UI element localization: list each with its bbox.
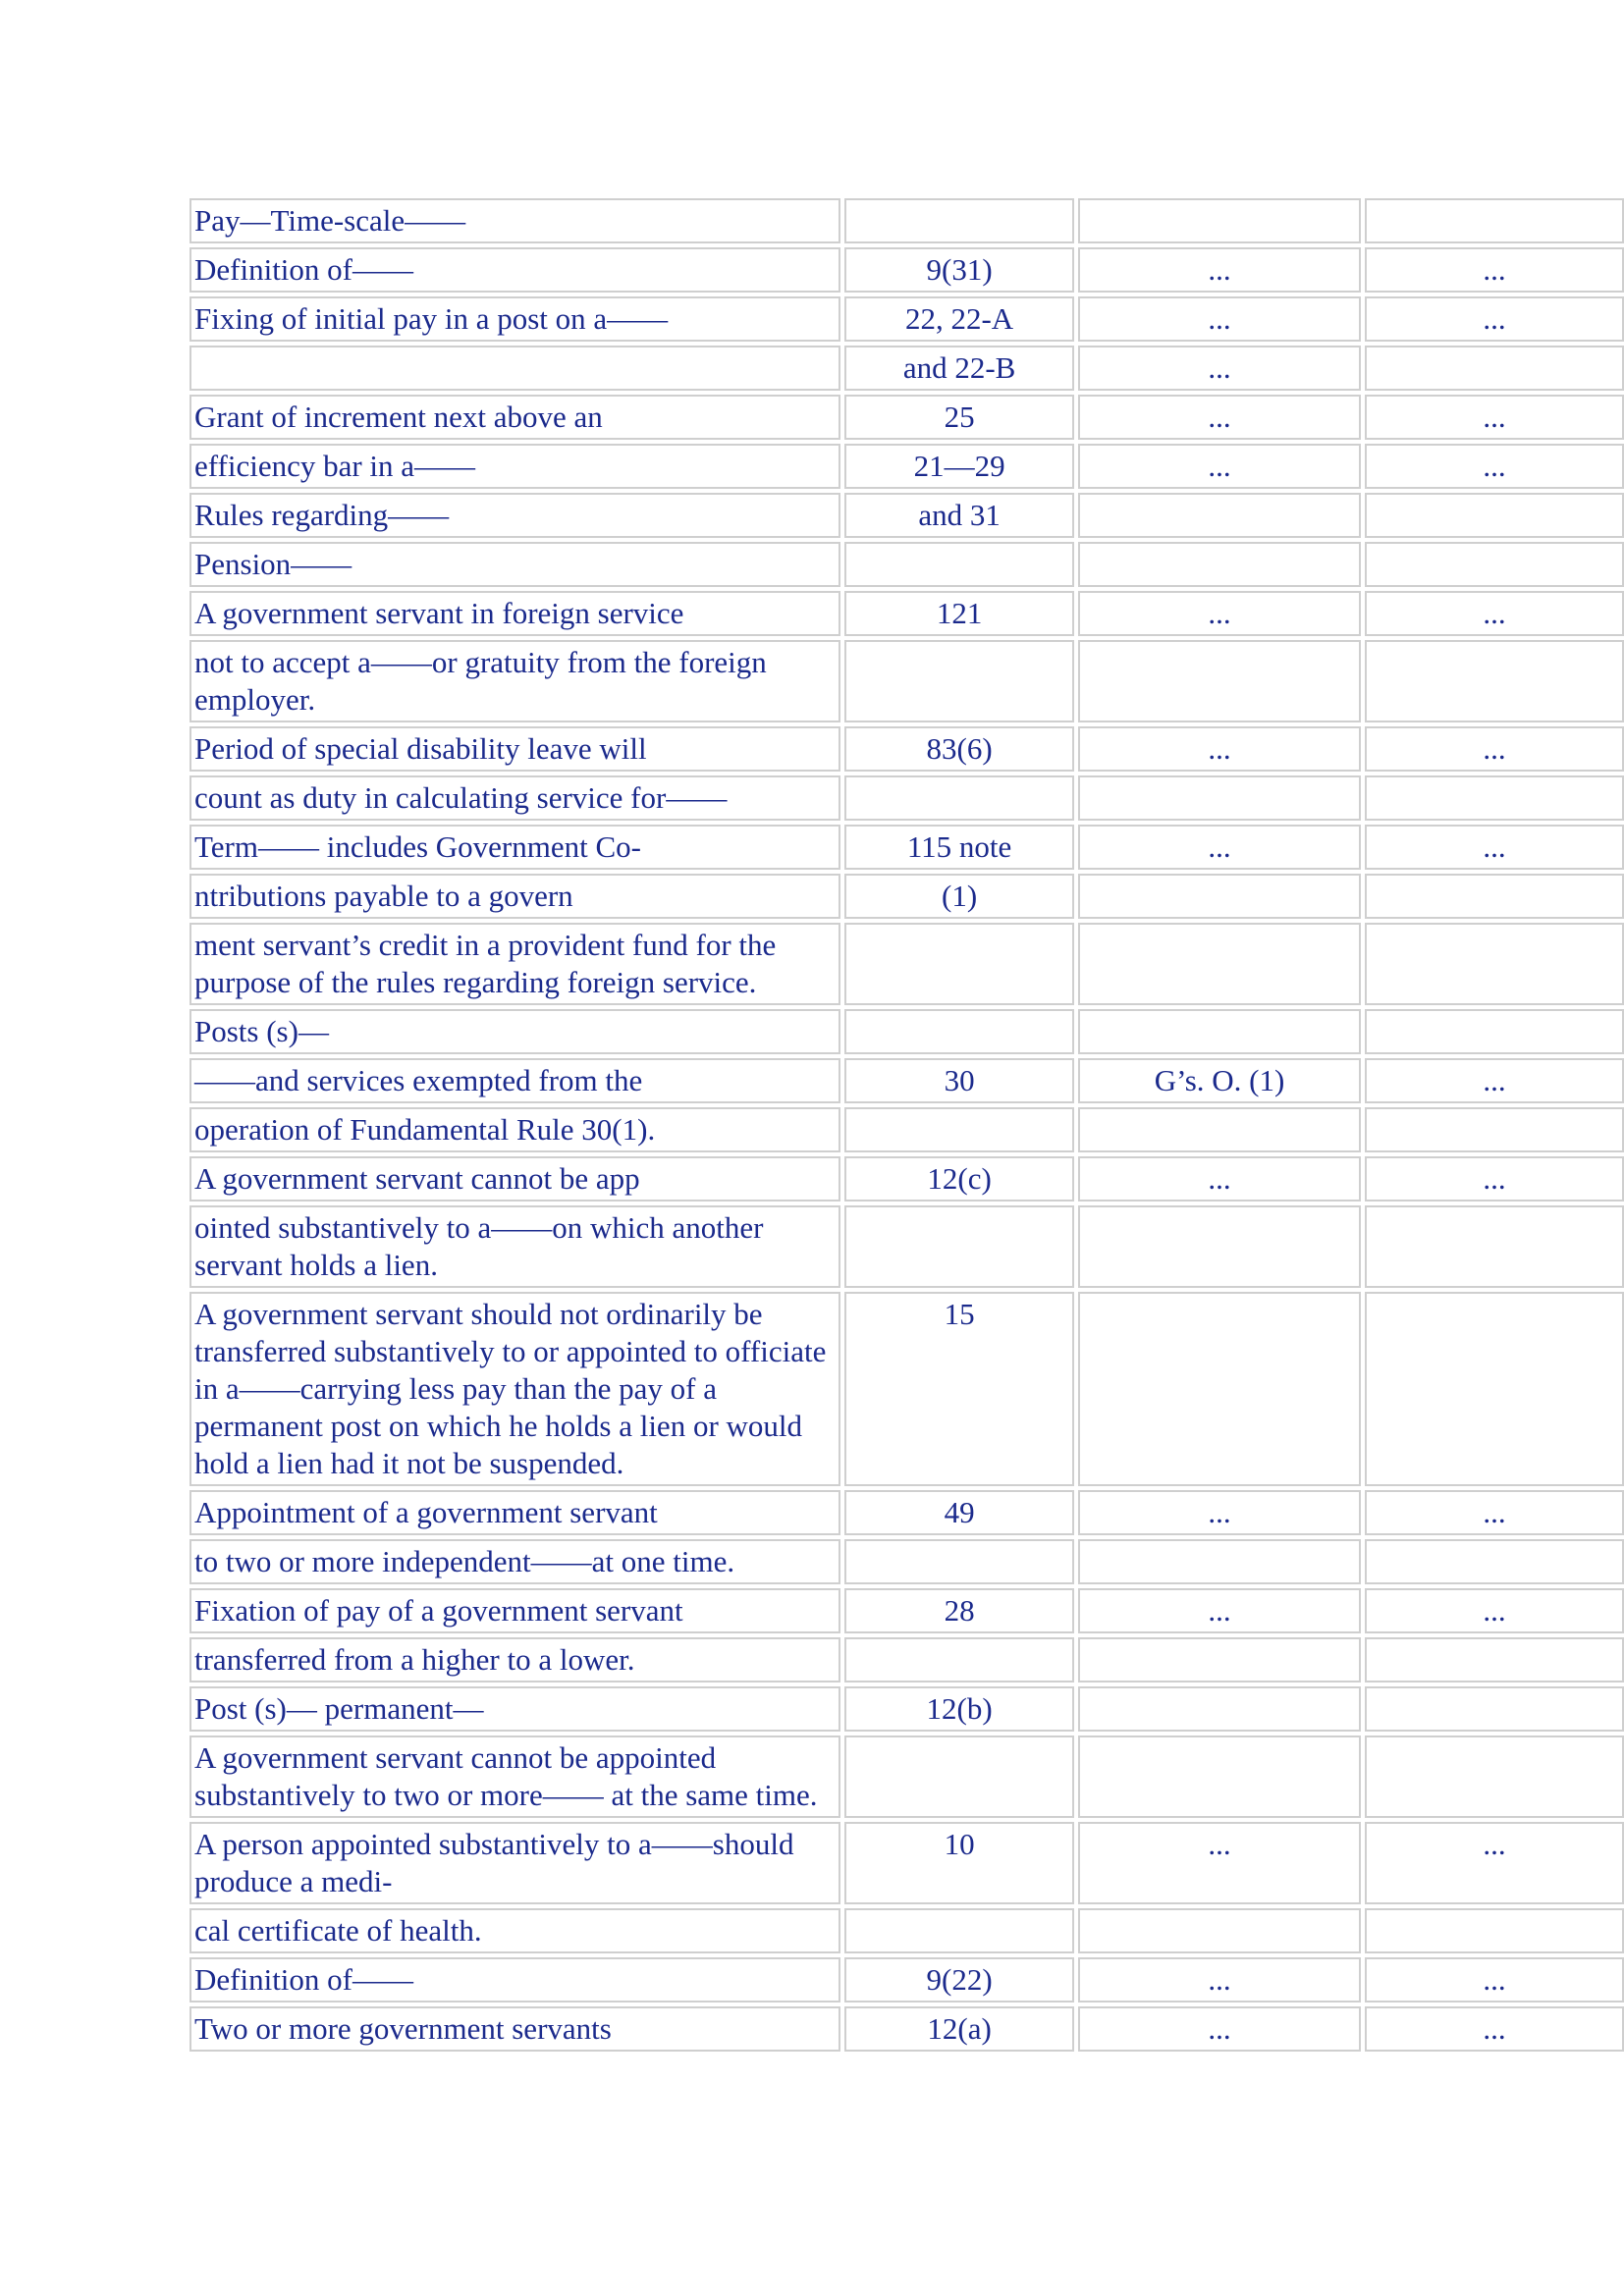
- entry-rule-number: 25: [844, 395, 1074, 440]
- entry-description: ointed substantively to a——on which another servant holds a lien.: [189, 1205, 840, 1288]
- entry-rule-number: 12(b): [844, 1686, 1074, 1732]
- table-row: [189, 775, 1624, 821]
- entry-extra: ...: [1365, 1957, 1624, 2002]
- entry-reference: ...: [1078, 1822, 1361, 1904]
- entry-description: Pay—Time-scale——: [189, 198, 840, 243]
- entry-extra: [1365, 1539, 1624, 1584]
- entry-rule-number: [844, 1908, 1074, 1953]
- entry-extra: [1365, 1107, 1624, 1152]
- entry-reference: ...: [1078, 1490, 1361, 1535]
- entry-reference: [1078, 1539, 1361, 1584]
- table-row: [189, 1205, 1624, 1288]
- entry-reference: [1078, 1205, 1361, 1288]
- table-row: [189, 296, 1624, 342]
- table-row: [189, 1908, 1624, 1953]
- table-row: [189, 1009, 1624, 1054]
- entry-extra: ...: [1365, 296, 1624, 342]
- entry-rule-number: 30: [844, 1058, 1074, 1103]
- entry-reference: ...: [1078, 444, 1361, 489]
- entry-extra: ...: [1365, 247, 1624, 293]
- entry-rule-number: 28: [844, 1588, 1074, 1633]
- entry-rule-number: 115 note: [844, 825, 1074, 870]
- entry-extra: [1365, 1205, 1624, 1288]
- entry-extra: ...: [1365, 1156, 1624, 1201]
- entry-extra: [1365, 874, 1624, 919]
- entry-rule-number: [844, 542, 1074, 587]
- entry-description: count as duty in calculating service for——: [189, 775, 840, 821]
- entry-description: Posts (s)—: [189, 1009, 840, 1054]
- entry-extra: [1365, 1292, 1624, 1486]
- entry-reference: [1078, 493, 1361, 538]
- entry-reference: [1078, 1637, 1361, 1682]
- entry-extra: [1365, 542, 1624, 587]
- entry-rule-number: [844, 1735, 1074, 1818]
- entry-description: ——and services exempted from the: [189, 1058, 840, 1103]
- entry-extra: [1365, 1686, 1624, 1732]
- entry-reference: [1078, 1735, 1361, 1818]
- entry-extra: [1365, 493, 1624, 538]
- entry-description: efficiency bar in a——: [189, 444, 840, 489]
- entry-description: to two or more independent——at one time.: [189, 1539, 840, 1584]
- entry-rule-number: 9(22): [844, 1957, 1074, 2002]
- entry-description: Rules regarding——: [189, 493, 840, 538]
- entry-description: Post (s)— permanent—: [189, 1686, 840, 1732]
- table-row: [189, 1058, 1624, 1103]
- entry-description: cal certificate of health.: [189, 1908, 840, 1953]
- entry-reference: ...: [1078, 247, 1361, 293]
- entry-extra: [1365, 1637, 1624, 1682]
- entry-extra: ...: [1365, 395, 1624, 440]
- table-row: [189, 2006, 1624, 2052]
- entry-rule-number: 83(6): [844, 726, 1074, 772]
- entry-description: Fixation of pay of a government servant: [189, 1588, 840, 1633]
- table-row: [189, 591, 1624, 636]
- entry-extra: ...: [1365, 1588, 1624, 1633]
- entry-reference: ...: [1078, 1957, 1361, 2002]
- index-table: [186, 194, 1624, 2056]
- entry-extra: [1365, 1009, 1624, 1054]
- table-row: [189, 247, 1624, 293]
- entry-description: Pension——: [189, 542, 840, 587]
- entry-extra: ...: [1365, 825, 1624, 870]
- table-row: [189, 346, 1624, 391]
- entry-extra: ...: [1365, 1058, 1624, 1103]
- entry-rule-number: [844, 640, 1074, 722]
- table-row: [189, 640, 1624, 722]
- entry-rule-number: 49: [844, 1490, 1074, 1535]
- table-row: [189, 1588, 1624, 1633]
- entry-rule-number: [844, 1205, 1074, 1288]
- entry-reference: [1078, 1686, 1361, 1732]
- entry-rule-number: 10: [844, 1822, 1074, 1904]
- entry-description: A person appointed substantively to a——should produce a medi-: [189, 1822, 840, 1904]
- entry-description: not to accept a——or gratuity from the foreign employer.: [189, 640, 840, 722]
- entry-reference: ...: [1078, 296, 1361, 342]
- entry-rule-number: and 22-B: [844, 346, 1074, 391]
- entry-extra: [1365, 346, 1624, 391]
- table-row: [189, 1156, 1624, 1201]
- table-row: [189, 198, 1624, 243]
- entry-description: Two or more government servants: [189, 2006, 840, 2052]
- entry-reference: [1078, 640, 1361, 722]
- entry-rule-number: 121: [844, 591, 1074, 636]
- entry-reference: [1078, 542, 1361, 587]
- entry-description: transferred from a higher to a lower.: [189, 1637, 840, 1682]
- table-row: [189, 493, 1624, 538]
- table-row: [189, 444, 1624, 489]
- entry-description: A government servant should not ordinarily be transferred substantively to or appointed to officiate in a——carrying less pay than the pay of a permanent post on which he holds a lien or would hold a lien had it not be suspended.: [189, 1292, 840, 1486]
- entry-rule-number: [844, 1539, 1074, 1584]
- table-row: [189, 1735, 1624, 1818]
- entry-reference: ...: [1078, 1588, 1361, 1633]
- entry-extra: [1365, 1908, 1624, 1953]
- entry-reference: G’s. O. (1): [1078, 1058, 1361, 1103]
- entry-reference: [1078, 775, 1361, 821]
- entry-rule-number: 22, 22-A: [844, 296, 1074, 342]
- entry-extra: [1365, 923, 1624, 1005]
- entry-extra: ...: [1365, 591, 1624, 636]
- entry-extra: [1365, 640, 1624, 722]
- entry-description: Grant of increment next above an: [189, 395, 840, 440]
- entry-description: ment servant’s credit in a provident fund for the purpose of the rules regarding foreign service.: [189, 923, 840, 1005]
- entry-description: operation of Fundamental Rule 30(1).: [189, 1107, 840, 1152]
- entry-reference: [1078, 1908, 1361, 1953]
- entry-reference: [1078, 198, 1361, 243]
- entry-extra: [1365, 198, 1624, 243]
- table-row: [189, 1822, 1624, 1904]
- entry-rule-number: [844, 1009, 1074, 1054]
- entry-reference: ...: [1078, 346, 1361, 391]
- table-row: [189, 874, 1624, 919]
- entry-rule-number: [844, 198, 1074, 243]
- entry-reference: ...: [1078, 2006, 1361, 2052]
- table-row: [189, 1107, 1624, 1152]
- entry-extra: ...: [1365, 444, 1624, 489]
- entry-rule-number: 12(c): [844, 1156, 1074, 1201]
- entry-rule-number: [844, 923, 1074, 1005]
- entry-rule-number: [844, 1637, 1074, 1682]
- entry-rule-number: [844, 775, 1074, 821]
- entry-description: Definition of——: [189, 1957, 840, 2002]
- entry-reference: [1078, 1292, 1361, 1486]
- entry-reference: ...: [1078, 1156, 1361, 1201]
- entry-rule-number: (1): [844, 874, 1074, 919]
- entry-reference: ...: [1078, 825, 1361, 870]
- entry-extra: ...: [1365, 726, 1624, 772]
- table-row: [189, 923, 1624, 1005]
- entry-extra: ...: [1365, 1822, 1624, 1904]
- entry-description: ntributions payable to a govern: [189, 874, 840, 919]
- entry-rule-number: 12(a): [844, 2006, 1074, 2052]
- entry-reference: [1078, 1107, 1361, 1152]
- entry-description: [189, 346, 840, 391]
- entry-extra: [1365, 775, 1624, 821]
- entry-description: Appointment of a government servant: [189, 1490, 840, 1535]
- entry-reference: ...: [1078, 591, 1361, 636]
- entry-rule-number: 21—29: [844, 444, 1074, 489]
- entry-rule-number: [844, 1107, 1074, 1152]
- table-row: [189, 1490, 1624, 1535]
- table-row: [189, 1539, 1624, 1584]
- entry-reference: [1078, 923, 1361, 1005]
- table-row: [189, 1292, 1624, 1486]
- entry-description: Term—— includes Government Co-: [189, 825, 840, 870]
- entry-reference: [1078, 874, 1361, 919]
- entry-description: A government servant cannot be appointed substantively to two or more—— at the same time.: [189, 1735, 840, 1818]
- entry-extra: ...: [1365, 2006, 1624, 2052]
- entry-reference: ...: [1078, 395, 1361, 440]
- table-row: [189, 825, 1624, 870]
- entry-reference: [1078, 1009, 1361, 1054]
- entry-description: Period of special disability leave will: [189, 726, 840, 772]
- entry-description: A government servant cannot be app: [189, 1156, 840, 1201]
- table-row: [189, 542, 1624, 587]
- table-row: [189, 1637, 1624, 1682]
- entry-reference: ...: [1078, 726, 1361, 772]
- index-table-body: [189, 198, 1624, 2052]
- table-row: [189, 395, 1624, 440]
- table-row: [189, 1686, 1624, 1732]
- entry-description: A government servant in foreign service: [189, 591, 840, 636]
- table-row: [189, 726, 1624, 772]
- entry-rule-number: 15: [844, 1292, 1074, 1486]
- entry-description: Definition of——: [189, 247, 840, 293]
- entry-rule-number: 9(31): [844, 247, 1074, 293]
- entry-extra: ...: [1365, 1490, 1624, 1535]
- entry-description: Fixing of initial pay in a post on a——: [189, 296, 840, 342]
- table-row: [189, 1957, 1624, 2002]
- entry-rule-number: and 31: [844, 493, 1074, 538]
- entry-extra: [1365, 1735, 1624, 1818]
